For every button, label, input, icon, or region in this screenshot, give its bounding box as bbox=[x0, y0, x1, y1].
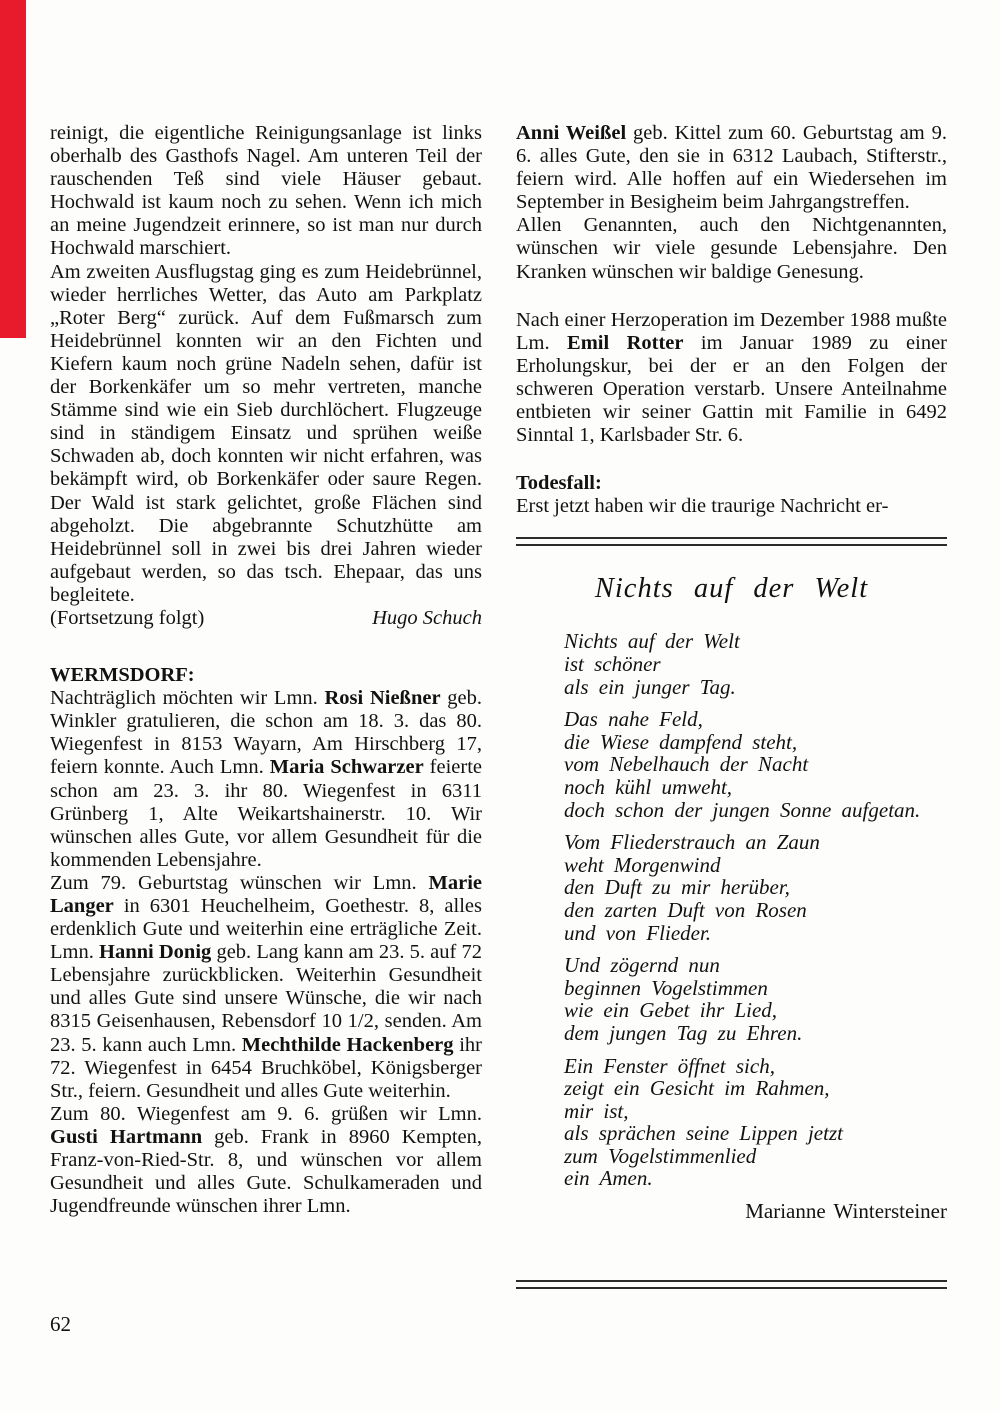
person-name: Gusti Hartmann bbox=[50, 1125, 203, 1148]
poem-line: zeigt ein Gesicht im Rahmen, bbox=[564, 1076, 830, 1101]
text-segment: geb. Winkler gratulieren, die schon am 18. 3. das 80. Wiegenfest in 8153 Wayarn, Am Hirschberg 17, feiern konnte. Auch Lmn. bbox=[50, 687, 482, 779]
text-segment: Nach einer Herzoperation im Dezember 1988 mußte Lm. bbox=[516, 308, 947, 354]
poem-stanza bbox=[564, 954, 947, 1044]
poem-line: Nichts auf der Welt bbox=[564, 629, 740, 654]
person-name: Hanni Donig bbox=[99, 941, 212, 964]
section-heading-wermsdorf: WERMSDORF: bbox=[50, 664, 195, 687]
person-name: Maria Schwarzer bbox=[269, 756, 424, 779]
poem-title: Nichts auf der Welt bbox=[594, 573, 869, 605]
poem-line: zum Vogelstimmenlied bbox=[564, 1143, 757, 1168]
article-author: Hugo Schuch bbox=[372, 606, 482, 629]
poem-section bbox=[564, 630, 947, 1190]
page-number: 62 bbox=[50, 1312, 71, 1336]
text-segment: Zum 80. Wiegenfest am 9. 6. grüßen wir Lmn. bbox=[50, 1102, 482, 1125]
poem-line: den Duft zu mir herüber, bbox=[564, 875, 790, 900]
text-segment: im Januar 1989 zu einer Erholungskur, bei der er an den Folgen der schweren Operation verstarb. Unsere Anteilnahme entbieten wir seiner Gattin mit Familie in 6492 Sinntal 1, Karlsbader Str. 6. bbox=[516, 331, 948, 447]
text-segment: feierte schon am 23. 3. ihr 80. Wiegenfest in 6311 Grünberg 1, Alte Weikartshainerstr. 10. Wir wünschen alles Gute, vor allem Gesundheit für die kommenden Lebensjahre. bbox=[50, 756, 482, 871]
poem-line: Das nahe Feld, bbox=[564, 707, 703, 732]
poem-line: Vom Fliederstrauch an Zaun bbox=[564, 830, 820, 855]
right-column bbox=[516, 122, 947, 1223]
paragraph bbox=[516, 309, 947, 448]
poem-line: ein Amen. bbox=[564, 1166, 653, 1191]
poem-line: weht Morgenwind bbox=[564, 852, 721, 877]
paragraph bbox=[516, 214, 947, 283]
poem-stanza bbox=[564, 1055, 947, 1191]
text-segment: in 6301 Heuchelheim, Goethestr. 8, alles erdenklich Gute und weiterhin eine erträgliche Zeit. Lmn. bbox=[50, 895, 482, 964]
text-segment: Erst jetzt haben wir die traurige Nachricht er- bbox=[516, 495, 889, 518]
poem-line: den zarten Duft von Rosen bbox=[564, 897, 807, 922]
continuation-note: (Fortsetzung folgt) bbox=[50, 606, 205, 629]
poem-stanza bbox=[564, 708, 947, 821]
person-name: Emil Rotter bbox=[567, 331, 684, 354]
red-edge-mark bbox=[0, 0, 26, 338]
paragraph bbox=[50, 261, 482, 607]
poem-line: beginnen Vogelstimmen bbox=[564, 975, 768, 1000]
poem-line: mir ist, bbox=[564, 1098, 629, 1123]
poem-line: ist schöner bbox=[564, 652, 661, 676]
poem-line: dem jungen Tag zu Ehren. bbox=[564, 1020, 803, 1045]
text-segment: geb. Lang kann am 23. 5. auf 72 Lebensjahre zurückblicken. Weiterhin Gesundheit und alles Gute sind unsere Wünsche, die wir nach 8315 Geisenhausen, Rebensdorf 10 1/2, senden. Am 23. 5. kann auch Lmn. bbox=[50, 941, 482, 1056]
text-segment: geb. Frank in 8960 Kempten, Franz-von-Ried-Str. 8, und wünschen vor allem Gesundheit und alles Gute. Schulkameraden und Jugendfreunde wünschen ihrer Lmn. bbox=[50, 1125, 482, 1218]
paragraph bbox=[50, 872, 482, 1103]
poem-line: und von Flieder. bbox=[564, 920, 712, 945]
paragraph bbox=[516, 495, 947, 518]
text-segment: Allen Genannten, auch den Nichtgenannten, wünschen wir viele gesunde Lebensjahre. Den Kranken wünschen wir baldige Genesung. bbox=[516, 214, 947, 283]
left-column bbox=[50, 122, 482, 1218]
text-segment: Am zweiten Ausflugstag ging es zum Heidebrünnel, wieder herrliches Wetter, das Auto am Parkplatz „Roter Berg“ zurück. Auf dem Fußmarsch zum Heidebrünnel konnten wir an den Fichten und Kiefern kaum noch grüne Nadeln sehen, dafür ist der Borkenkäfer um so mehr vertreten, manche Stämme sind wie ein Sieb durchlöchert. Flugzeuge sind in ständigem Einsatz und sprühen weiße Schwaden ab, doch konnten wir nicht erfahren, was bekämpft wird, ob Borkenkäfer oder saure Regen. Der Wald ist stark gelichtet, große Flächen sind abgeholzt. Die abgebrannte Schutzhütte am Heidebrünnel soll in zwei bis drei Jahren wieder aufgebaut werden, so das tsch. Ehepaar, das uns begleitete. bbox=[50, 260, 482, 606]
person-name: Anni Weißel bbox=[516, 122, 627, 144]
poem-line: doch schon der jungen Sonne aufgetan. bbox=[564, 797, 921, 822]
text-segment: Nachträglich möchten wir Lmn. bbox=[50, 687, 325, 710]
poem-stanza bbox=[564, 831, 947, 944]
text-segment: reinigt, die eigentliche Reinigungsanlage ist links oberhalb des Gasthofs Nagel. Am unteren Teil der rauschenden Teß sind viele Häuser gebaut. Hochwald ist kaum noch zu sehen. Wenn ich mich an meine Jugendzeit erinnere, so ist man nur durch Hochwald marschiert. bbox=[50, 122, 482, 260]
paragraph bbox=[50, 1103, 482, 1218]
poem-line: als sprächen seine Lippen jetzt bbox=[564, 1121, 843, 1146]
paragraph bbox=[516, 122, 947, 214]
poem-stanza bbox=[564, 630, 947, 698]
separator-rule-top bbox=[516, 537, 947, 546]
paragraph bbox=[50, 122, 482, 261]
poem-line: vom Nebelhauch der Nacht bbox=[564, 752, 809, 777]
continuation-byline bbox=[50, 607, 482, 630]
poem-line: noch kühl umweht, bbox=[564, 774, 733, 799]
poem-line: wie ein Gebet ihr Lied, bbox=[564, 998, 778, 1023]
text-segment: Zum 79. Geburtstag wünschen wir Lmn. bbox=[50, 871, 429, 894]
poem-author: Marianne Wintersteiner bbox=[745, 1199, 947, 1224]
text-segment: ihr 72. Wiegenfest in 6454 Bruchköbel, Königsberger Str., feiern. Gesundheit und alles Gute weiterhin. bbox=[50, 1033, 482, 1102]
poem-line: als ein junger Tag. bbox=[564, 674, 736, 699]
person-name: Mechthilde Hackenberg bbox=[241, 1033, 454, 1056]
paragraph bbox=[50, 687, 482, 872]
poem-line: die Wiese dampfend steht, bbox=[564, 729, 798, 754]
separator-rule-bottom bbox=[516, 1280, 947, 1289]
section-heading-todesfall: Todesfall: bbox=[516, 472, 602, 495]
text-segment: geb. Kittel zum 60. Geburtstag am 9. 6. alles Gute, den sie in 6312 Laubach, Stifterstr., feiern wird. Alle hoffen auf ein Wiedersehen im September in Besigheim beim Jahrgangstreffen. bbox=[516, 122, 947, 214]
person-name: Marie Langer bbox=[50, 871, 482, 917]
person-name: Rosi Nießner bbox=[324, 687, 441, 710]
poem-line: Und zögernd nun bbox=[564, 953, 720, 978]
poem-line: Ein Fenster öffnet sich, bbox=[564, 1053, 775, 1078]
